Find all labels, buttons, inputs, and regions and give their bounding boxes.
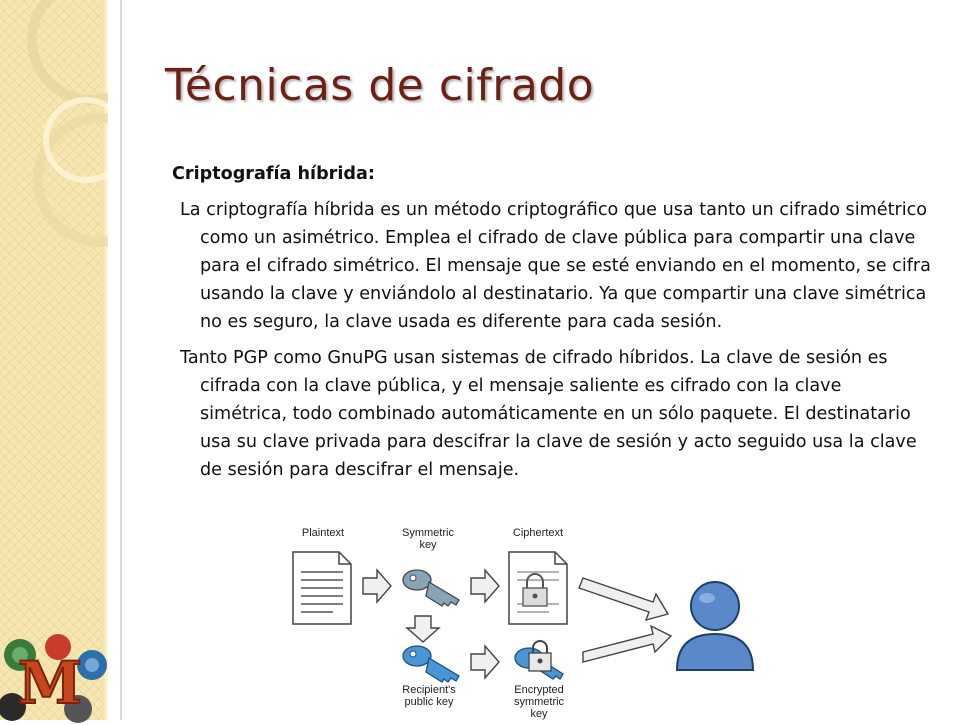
public-key-icon [403,646,459,682]
label-encrypted-line2: symmetric [513,696,565,708]
label-symmetric-key-line1: Symmetric [402,527,454,539]
label-encrypted-line1: Encrypted [514,684,564,696]
vertical-divider [120,0,122,720]
arrow-down-icon [407,616,439,642]
slide-title: Técnicas de cifrado [165,60,595,111]
paragraph-2: Tanto PGP como GnuPG usan sistemas de cifrado híbridos. La clave de sesión es cifrada con la clave pública, y el mensaje saliente es cifrado con la clave simétrica, todo combinado automáticamente en un sólo paquete. El destinatario usa su clave privada para descifrar la clave de sesión y acto seguido usa la clave de sesión para descifrar el mensaje. [180,348,917,480]
ciphertext-document-icon [509,552,567,624]
label-ciphertext: Ciphertext [512,527,564,539]
section-subtitle: Criptografía híbrida: [172,164,375,184]
label-recipient-line1: Recipient's [402,684,456,696]
plaintext-document-icon [293,552,351,624]
swirl-decoration [0,0,108,720]
arrow-right-icon [471,646,499,678]
label-encrypted-line3: key [530,708,548,720]
logo-letter: M [17,649,83,717]
diagram-graphics [285,520,805,720]
label-plaintext: Plaintext [301,527,345,539]
encrypted-key-icon [515,641,563,679]
arrow-to-recipient-icon [579,578,668,620]
slide-content [172,160,932,484]
arrow-to-recipient-icon [583,626,671,662]
paragraph-1: La criptografía híbrida es un método criptográfico que usa tanto un cifrado simétrico como un asimétrico. Emplea el cifrado de clave pública para compartir una clave para el cifrado simétrico. El mensaje que se esté enviando en el momento, se cifra usando la clave y enviándolo al destinatario. Ya que compartir una clave simétrica no es seguro, la clave usada es diferente para cada sesión. [180,200,931,332]
hybrid-encryption-diagram [285,520,805,720]
recipient-user-icon [677,582,753,670]
label-symmetric-key-line2: key [419,539,437,551]
magic-logo [0,625,120,725]
symmetric-key-icon [403,570,459,606]
arrow-right-icon [471,570,499,602]
arrow-right-icon [363,570,391,602]
label-recipient-line2: public key [404,696,454,708]
side-decoration-panel [0,0,108,720]
